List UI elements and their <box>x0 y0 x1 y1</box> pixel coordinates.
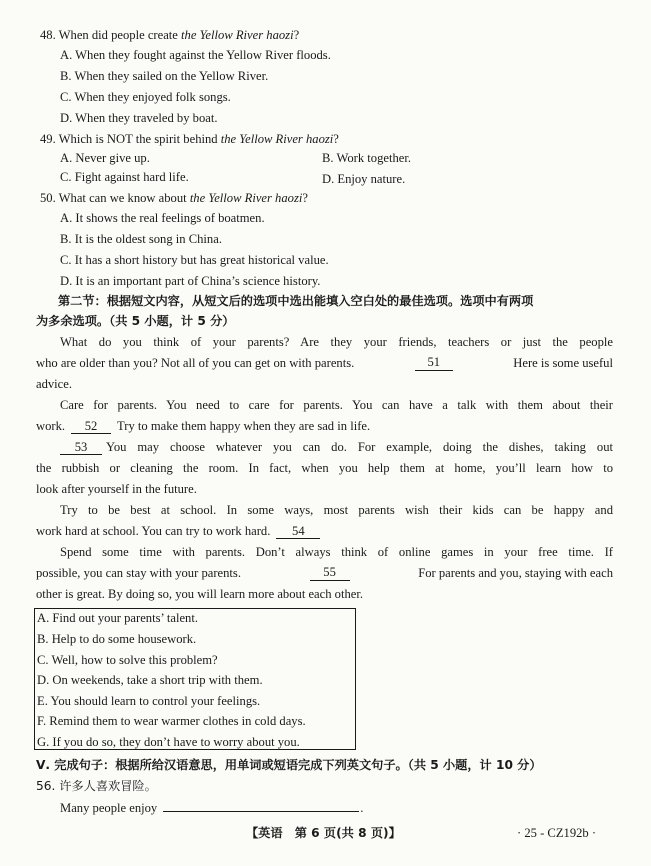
section2-heading-line2: 为多余选项。（共 5 小题，计 5 分） <box>36 314 235 328</box>
passage-p3-line1 <box>60 439 613 455</box>
q50-option-b: B. It is the oldest song in China. <box>60 232 222 246</box>
blank-51: 51 <box>415 355 453 371</box>
passage-p2-line1: Care for parents. You need to care for parents. You can have a talk with them about their <box>60 398 613 412</box>
q48-option-c: C. When they enjoyed folk songs. <box>60 90 231 104</box>
passage-p2-line2 <box>36 418 370 434</box>
page-footer-code: · 25 - CZ192b · <box>517 826 597 840</box>
option-e: E. You should learn to control your feelings. <box>37 694 261 708</box>
q48-option-d: D. When they traveled by boat. <box>60 111 218 125</box>
option-a: A. Find out your parents’ talent. <box>37 611 199 625</box>
q49-option-c: C. Fight against hard life. <box>60 170 189 184</box>
passage-p1-line2-tail: Here is some useful <box>513 356 613 370</box>
q56-sentence-end: . <box>360 801 364 815</box>
passage-p1-line3: advice. <box>36 377 73 391</box>
q48-stem <box>40 27 299 43</box>
option-f: F. Remind them to wear warmer clothes in cold days. <box>37 714 306 728</box>
q50-option-a: A. It shows the real feelings of boatmen. <box>60 211 265 225</box>
q48-stem-text: 48. When did people create <box>40 28 182 42</box>
section5-heading: Ⅴ. 完成句子：根据所给汉语意思，用单词或短语完成下列英文句子。（共 5 小题，计 10 分） <box>36 758 542 772</box>
passage-p3-line2: the rubbish or cleaning the room. In fact, when you help them at home, you’ll learn how to <box>36 461 613 475</box>
option-g: G. If you do so, they don’t have to worry about you. <box>37 735 300 749</box>
passage-p5-line2-text: possible, you can stay with your parents. <box>36 566 241 580</box>
q56-sentence-start: Many people enjoy <box>60 801 158 815</box>
q49-stem-text: 49. Which is NOT the spirit behind <box>40 132 221 146</box>
passage-p3-line3: look after yourself in the future. <box>36 482 197 496</box>
passage-p5-line2 <box>36 565 613 581</box>
blank-54: 54 <box>276 524 320 539</box>
q48-option-b: B. When they sailed on the Yellow River. <box>60 69 269 83</box>
passage-p5-line1: Spend some time with parents. Don’t always think of online games in your free time. If <box>60 545 613 559</box>
passage-p1-line1: What do you think of your parents? Are they your friends, teachers or just the people <box>60 335 613 349</box>
passage-p3-line1-text: You may choose whatever you can do. For example, doing the dishes, taking out <box>106 440 613 454</box>
passage-p2-line2-tail: Try to make them happy when they are sad in life. <box>117 419 371 433</box>
q49-option-a: A. Never give up. <box>60 151 150 165</box>
q49-stem-end: ? <box>333 132 339 146</box>
passage-p4-line1: Try to be best at school. In some ways, most parents wish their kids can be happy and <box>60 503 613 517</box>
option-c: C. Well, how to solve this problem? <box>37 653 218 667</box>
passage-p1-line2 <box>36 355 613 371</box>
q50-stem-italic: the Yellow River haozi <box>189 191 303 205</box>
q56-prompt: 56. 许多人喜欢冒险。 <box>36 779 157 793</box>
q50-stem <box>40 190 308 206</box>
q50-stem-text: 50. What can we know about <box>40 191 190 205</box>
q49-option-b: B. Work together. <box>322 151 411 165</box>
passage-p1-line2-text: who are older than you? Not all of you can get on with parents. <box>36 356 355 370</box>
blank-53: 53 <box>60 440 102 455</box>
section2-heading-line1: 第二节：根据短文内容，从短文后的选项中选出能填入空白处的最佳选项。选项中有两项 <box>58 294 534 308</box>
q49-stem-italic: the Yellow River haozi <box>220 132 334 146</box>
q49-option-d: D. Enjoy nature. <box>322 172 406 186</box>
q48-option-a: A. When they fought against the Yellow River floods. <box>60 48 331 62</box>
blank-55: 55 <box>310 565 350 581</box>
options-box <box>34 608 356 750</box>
passage-p5-line2-tail: For parents and you, staying with each <box>418 566 613 580</box>
passage-p2-line2-text: work. <box>36 419 66 433</box>
passage-p4-line2-text: work hard at school. You can try to work hard. <box>36 524 271 538</box>
blank-52: 52 <box>71 419 111 434</box>
option-d: D. On weekends, take a short trip with them. <box>37 673 263 687</box>
q48-stem-end: ? <box>293 28 300 42</box>
passage-p5-line3: other is great. By doing so, you will learn more about each other. <box>36 587 364 601</box>
q50-option-c: C. It has a short history but has great historical value. <box>60 253 329 267</box>
page-footer-center: 【英语 第 6 页(共 8 页)】 <box>246 826 401 840</box>
q50-stem-end: ? <box>302 191 308 205</box>
q49-stem <box>40 131 339 147</box>
passage-p4-line2 <box>36 523 324 539</box>
option-b: B. Help to do some housework. <box>37 632 197 646</box>
q48-stem-italic: the Yellow River haozi <box>181 28 294 42</box>
q56-answer-blank[interactable] <box>163 811 359 812</box>
q56-sentence <box>60 800 363 816</box>
q50-option-d: D. It is an important part of China’s science history. <box>60 274 321 288</box>
